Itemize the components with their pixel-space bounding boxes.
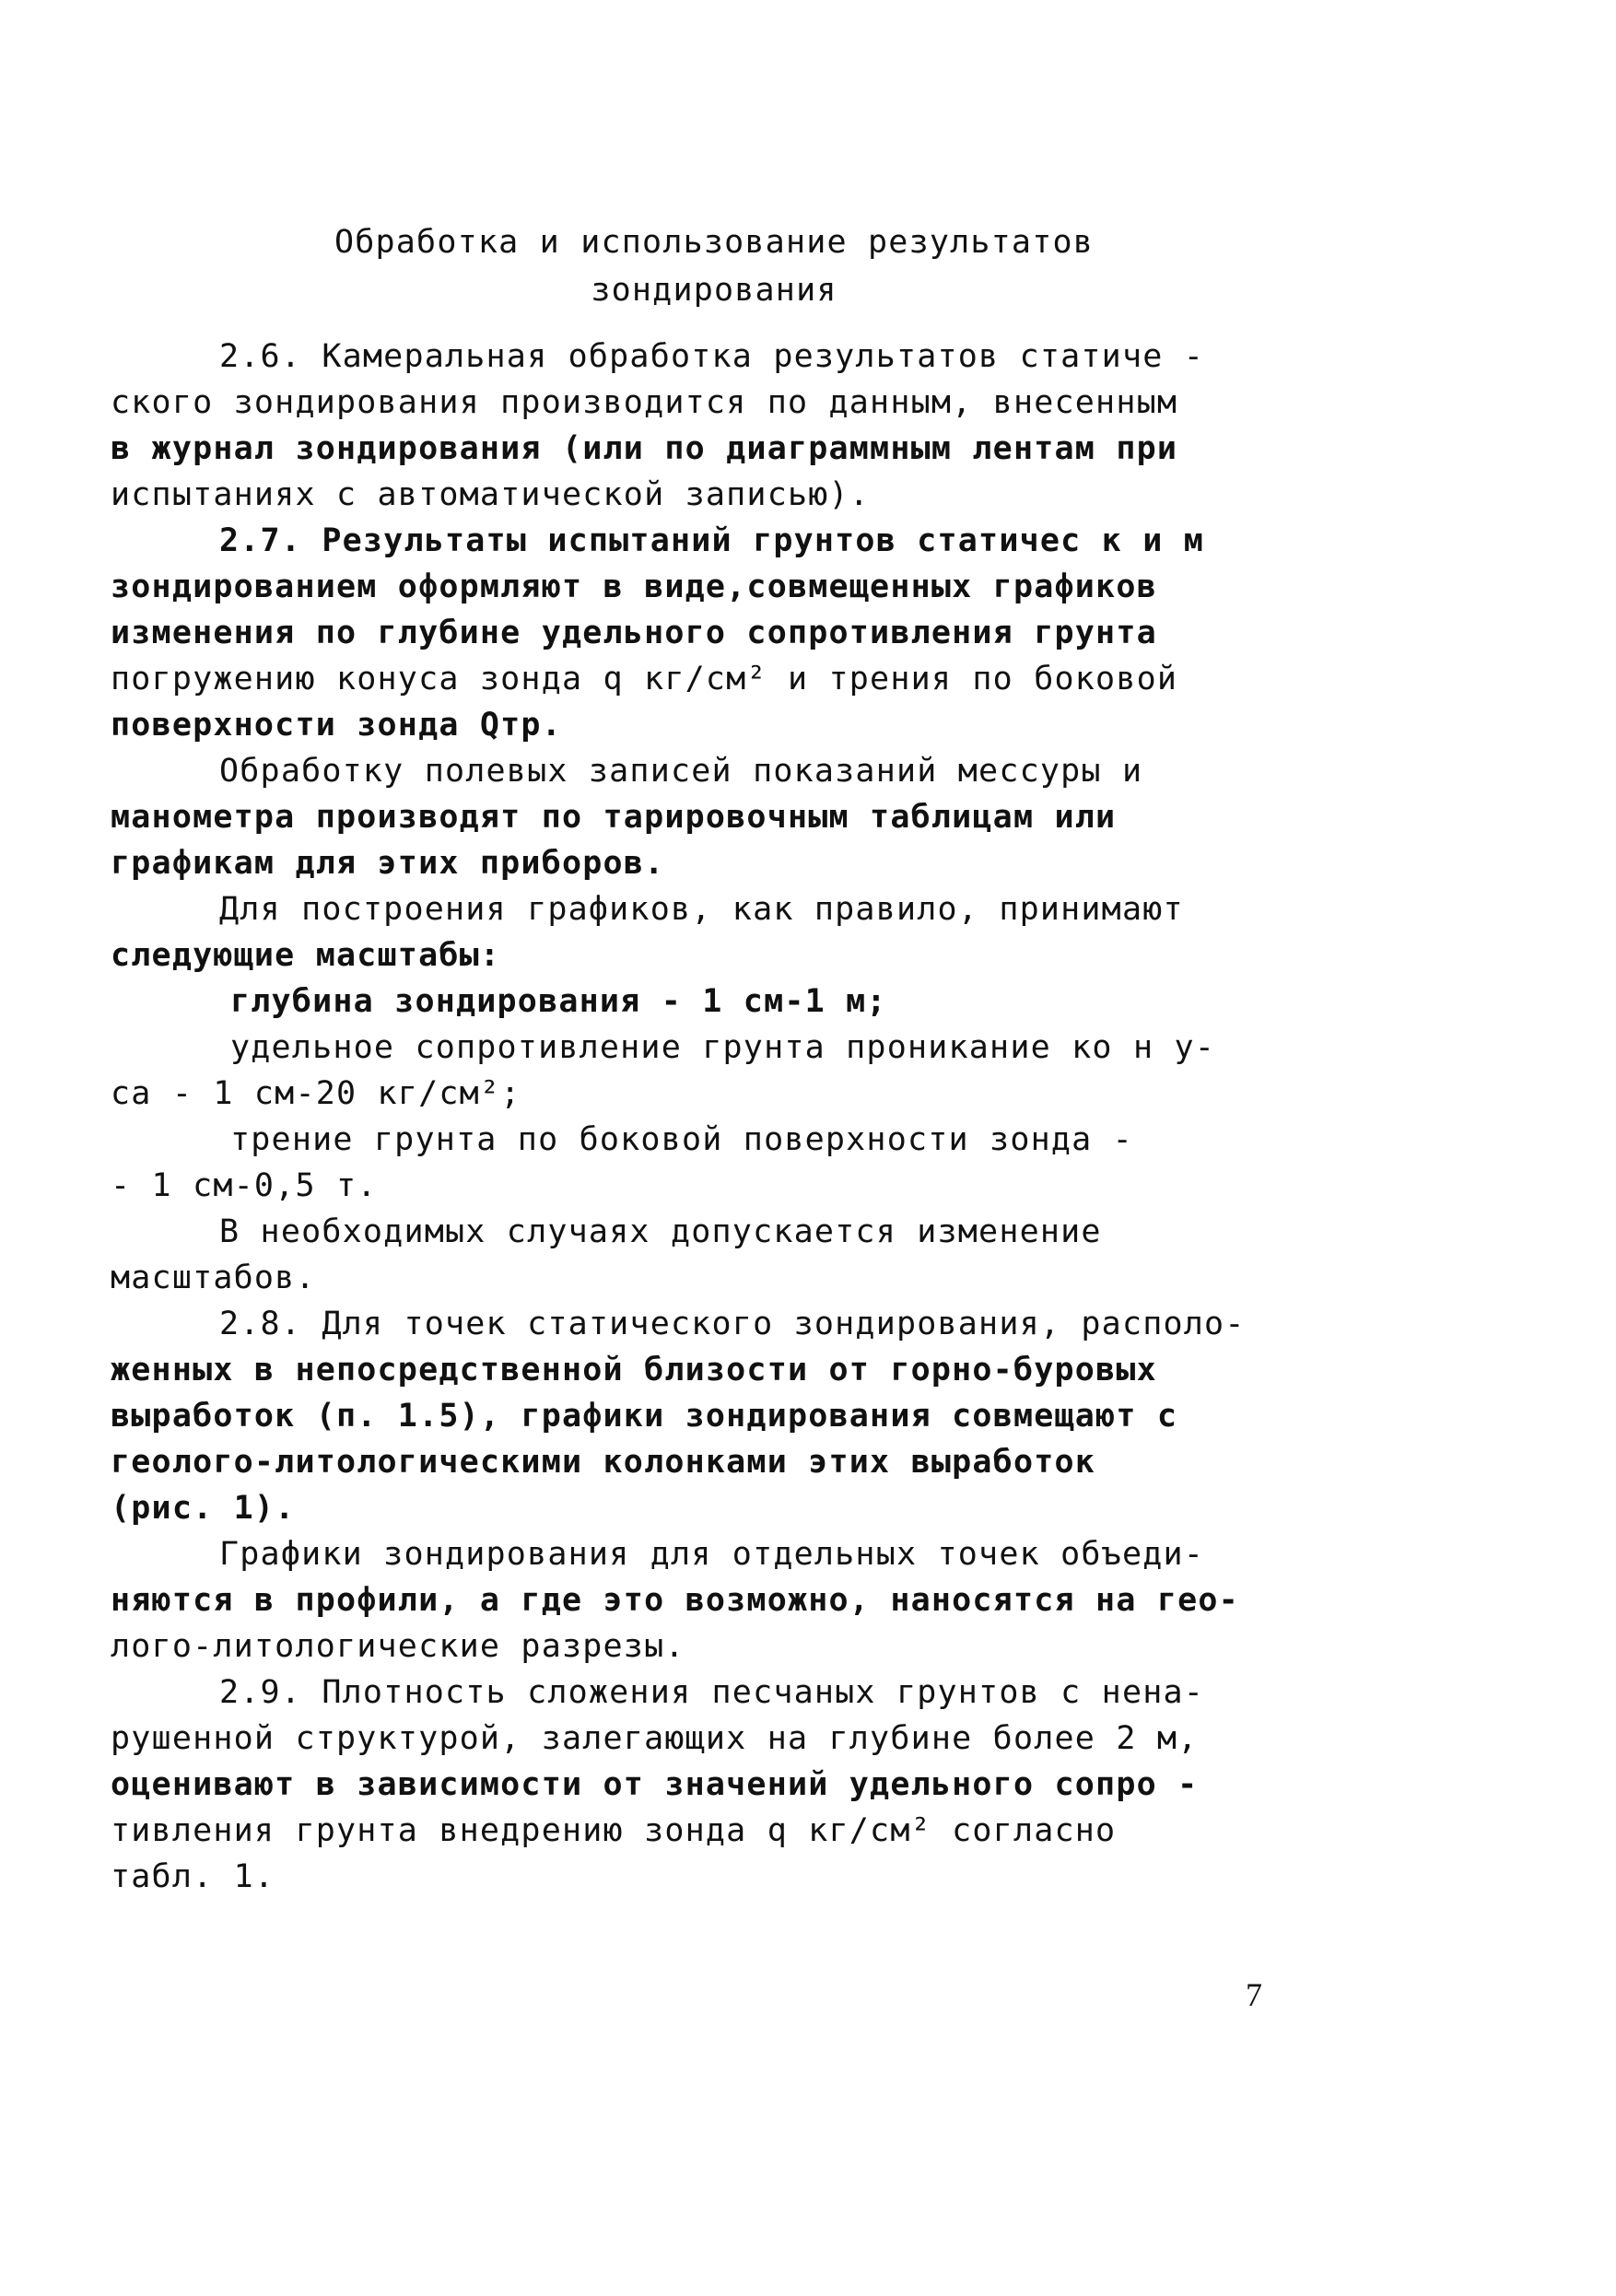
- text-line: зондированием оформляют в виде,совмещенных графиков: [111, 568, 1157, 605]
- text-line: изменения по глубине удельного сопротивления грунта: [111, 615, 1157, 651]
- text-line: - 1 см-0,5 т.: [111, 1167, 378, 1204]
- page-number: 7: [1246, 1976, 1264, 2013]
- text-line: поверхности зонда Qтр.: [111, 707, 562, 744]
- text-line: Для построения графиков, как правило, принимают: [219, 891, 1184, 928]
- text-line: Графики зондирования для отдельных точек объеди-: [219, 1536, 1205, 1573]
- text-line: испытаниях с автоматической записью).: [111, 476, 871, 513]
- section-title-line-2: зондирования: [591, 272, 837, 309]
- text-line: трение грунта по боковой поверхности зонда -: [230, 1121, 1133, 1158]
- text-line: 2.7. Результаты испытаний грунтов статичес к и м: [219, 522, 1205, 559]
- text-line: 2.8. Для точек статического зондирования, располо-: [219, 1306, 1246, 1342]
- text-line: 2.6. Камеральная обработка результатов статиче -: [219, 338, 1205, 375]
- text-line: са - 1 см-20 кг/см²;: [111, 1075, 521, 1112]
- text-line: табл. 1.: [111, 1858, 275, 1895]
- text-line: лого-литологические разрезы.: [111, 1628, 685, 1665]
- text-line: женных в непосредственной близости от горно-буровых: [111, 1352, 1157, 1388]
- text-line: масштабов.: [111, 1259, 316, 1296]
- text-line: оценивают в зависимости от значений удельного сопро -: [111, 1766, 1199, 1803]
- text-line: следующие масштабы:: [111, 937, 501, 974]
- text-line: тивления грунта внедрению зонда q кг/см² согласно: [111, 1812, 1117, 1849]
- text-line: геолого-литологическими колонками этих выработок: [111, 1444, 1096, 1481]
- text-line: Обработку полевых записей показаний мессуры и: [219, 753, 1143, 790]
- text-line: выработок (п. 1.5), графики зондирования совмещают с: [111, 1398, 1178, 1435]
- text-line: погружению конуса зонда q кг/см² и трения по боковой: [111, 661, 1178, 697]
- section-title-line-1: Обработка и использование результатов: [334, 224, 1095, 261]
- text-line: удельное сопротивление грунта проникание ко н у-: [230, 1029, 1216, 1066]
- text-line: няются в профили, а где это возможно, наносятся на гео-: [111, 1582, 1239, 1619]
- text-line: (рис. 1).: [111, 1490, 296, 1527]
- text-line: В необходимых случаях допускается изменение: [219, 1213, 1102, 1250]
- text-line: рушенной структурой, залегающих на глубине более 2 м,: [111, 1720, 1199, 1757]
- text-line: графикам для этих приборов.: [111, 845, 665, 882]
- text-line: ского зондирования производится по данным, внесенным: [111, 384, 1178, 421]
- text-line: манометра производят по тарировочным таблицам или: [111, 799, 1117, 836]
- text-line: 2.9. Плотность сложения песчаных грунтов с нена-: [219, 1674, 1205, 1711]
- body-text: [111, 334, 1327, 1900]
- text-line: в журнал зондирования (или по диаграммным лентам при: [111, 430, 1178, 467]
- text-line: глубина зондирования - 1 см-1 м;: [230, 983, 887, 1020]
